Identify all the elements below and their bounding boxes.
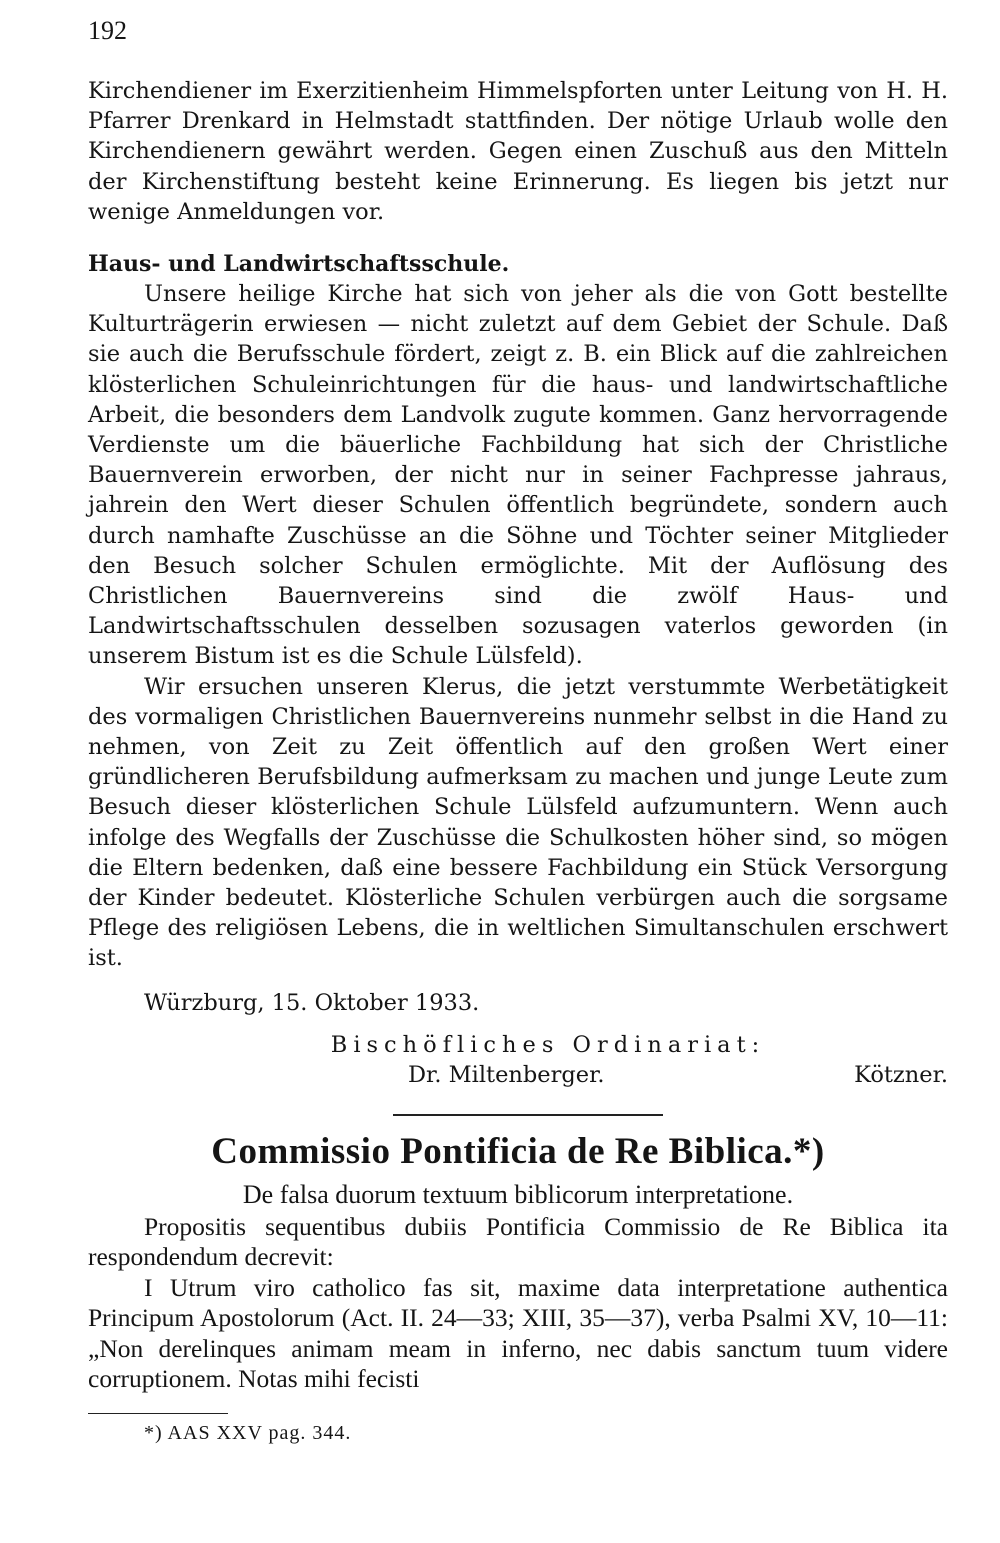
- section-paragraph-2: Wir ersuchen unseren Klerus, die jetzt verstummte Werbetätigkeit des vormaligen Christlichen Bauernvereins nunmehr selbst in die Hand zu nehmen, von Zeit zu Zeit öffentlich auf den großen Wert einer gründlicheren Berufsbildung aufmerksam zu machen und junge Leute zum Besuch dieser klösterlichen Schule Lülsfeld aufzumuntern. Wenn auch infolge des Wegfalls der Zuschüsse die Schulkosten höher sind, so mögen die Eltern bedenken, daß eine bessere Fachbildung ein Stück Versorgung der Kinder bedeutet. Klösterliche Schulen verbürgen auch die sorgsame Pflege des religiösen Lebens, die in weltlichen Simultanschulen erschwert ist.: [88, 673, 948, 972]
- section-title: Haus- und Landwirtschaftsschule.: [88, 251, 510, 278]
- footnote-rule: [88, 1413, 228, 1414]
- section-paragraph-1: Unsere heilige Kirche hat sich von jeher als die von Gott bestellte Kulturträgerin erwiesen — nicht zuletzt auf dem Gebiet der Schule. Daß sie auch die Berufsschule fördert, zeigt z. B. ein Blick auf die zahlreichen klösterlichen Schuleinrichtungen für die haus- und landwirtschaftliche Arbeit, die besonders dem Landvolk zugute kommen. Ganz hervorragende Verdienste um die bäuerliche Fachbildung hat sich der Christliche Bauernverein erworben, der nicht nur in seiner Fachpresse jahraus, jahrein den Wert dieser Schulen öffentlich begründete, sondern auch durch namhafte Zuschüsse an die Söhne und Töchter seiner Mitglieder den Besuch solcher Schulen ermöglichte. Mit der Auflösung des Christlichen Bauernvereins sind die zwölf Haus- und Landwirtschaftsschulen desselben sozusagen vaterlos geworden (in unserem Bistum ist es die Schule Lülsfeld).: [88, 281, 948, 670]
- latin-paragraph-2: I Utrum viro catholico fas sit, maxime data interpretatione authentica Principum Apostolorum (Act. II. 24—33; XIII, 35—37), verba Psalmi XV, 10—11: „Non derelinques animam meam in inferno, nec dabis sanctum tuum videre corruptionem. Notas mihi fecisti: [88, 1272, 948, 1394]
- signer-left: Dr. Miltenberger.: [408, 1061, 605, 1088]
- footnote: *) AAS XXV pag. 344.: [144, 1421, 352, 1444]
- issuing-office: Bischöfliches Ordinariat:: [330, 1031, 766, 1058]
- signer-right: Kötzner.: [854, 1061, 948, 1088]
- intro-paragraph: Kirchendiener im Exerzitienheim Himmelspforten unter Leitung von H. H. Pfarrer Drenkard in Helmstadt stattfinden. Der nötige Urlaub wolle den Kirchendienern gewährt werden. Gegen einen Zuschuß aus den Mitteln der Kirchenstiftung besteht keine Erinnerung. Es liegen bis jetzt nur wenige Anmeldungen vor.: [88, 78, 948, 225]
- section-divider: [393, 1114, 663, 1116]
- latin-subheading: De falsa duorum textuum biblicorum interpretatione.: [242, 1179, 794, 1209]
- page-content: [88, 76, 948, 1445]
- page-number: 192: [88, 16, 127, 45]
- signatures: [88, 1060, 948, 1090]
- latin-heading: Commissio Pontificia de Re Biblica.*): [211, 1130, 825, 1172]
- latin-paragraph-1: Propositis sequentibus dubiis Pontificia Commissio de Re Biblica ita respondendum decrevit:: [88, 1211, 948, 1272]
- dateline: Würzburg, 15. Oktober 1933.: [144, 989, 480, 1016]
